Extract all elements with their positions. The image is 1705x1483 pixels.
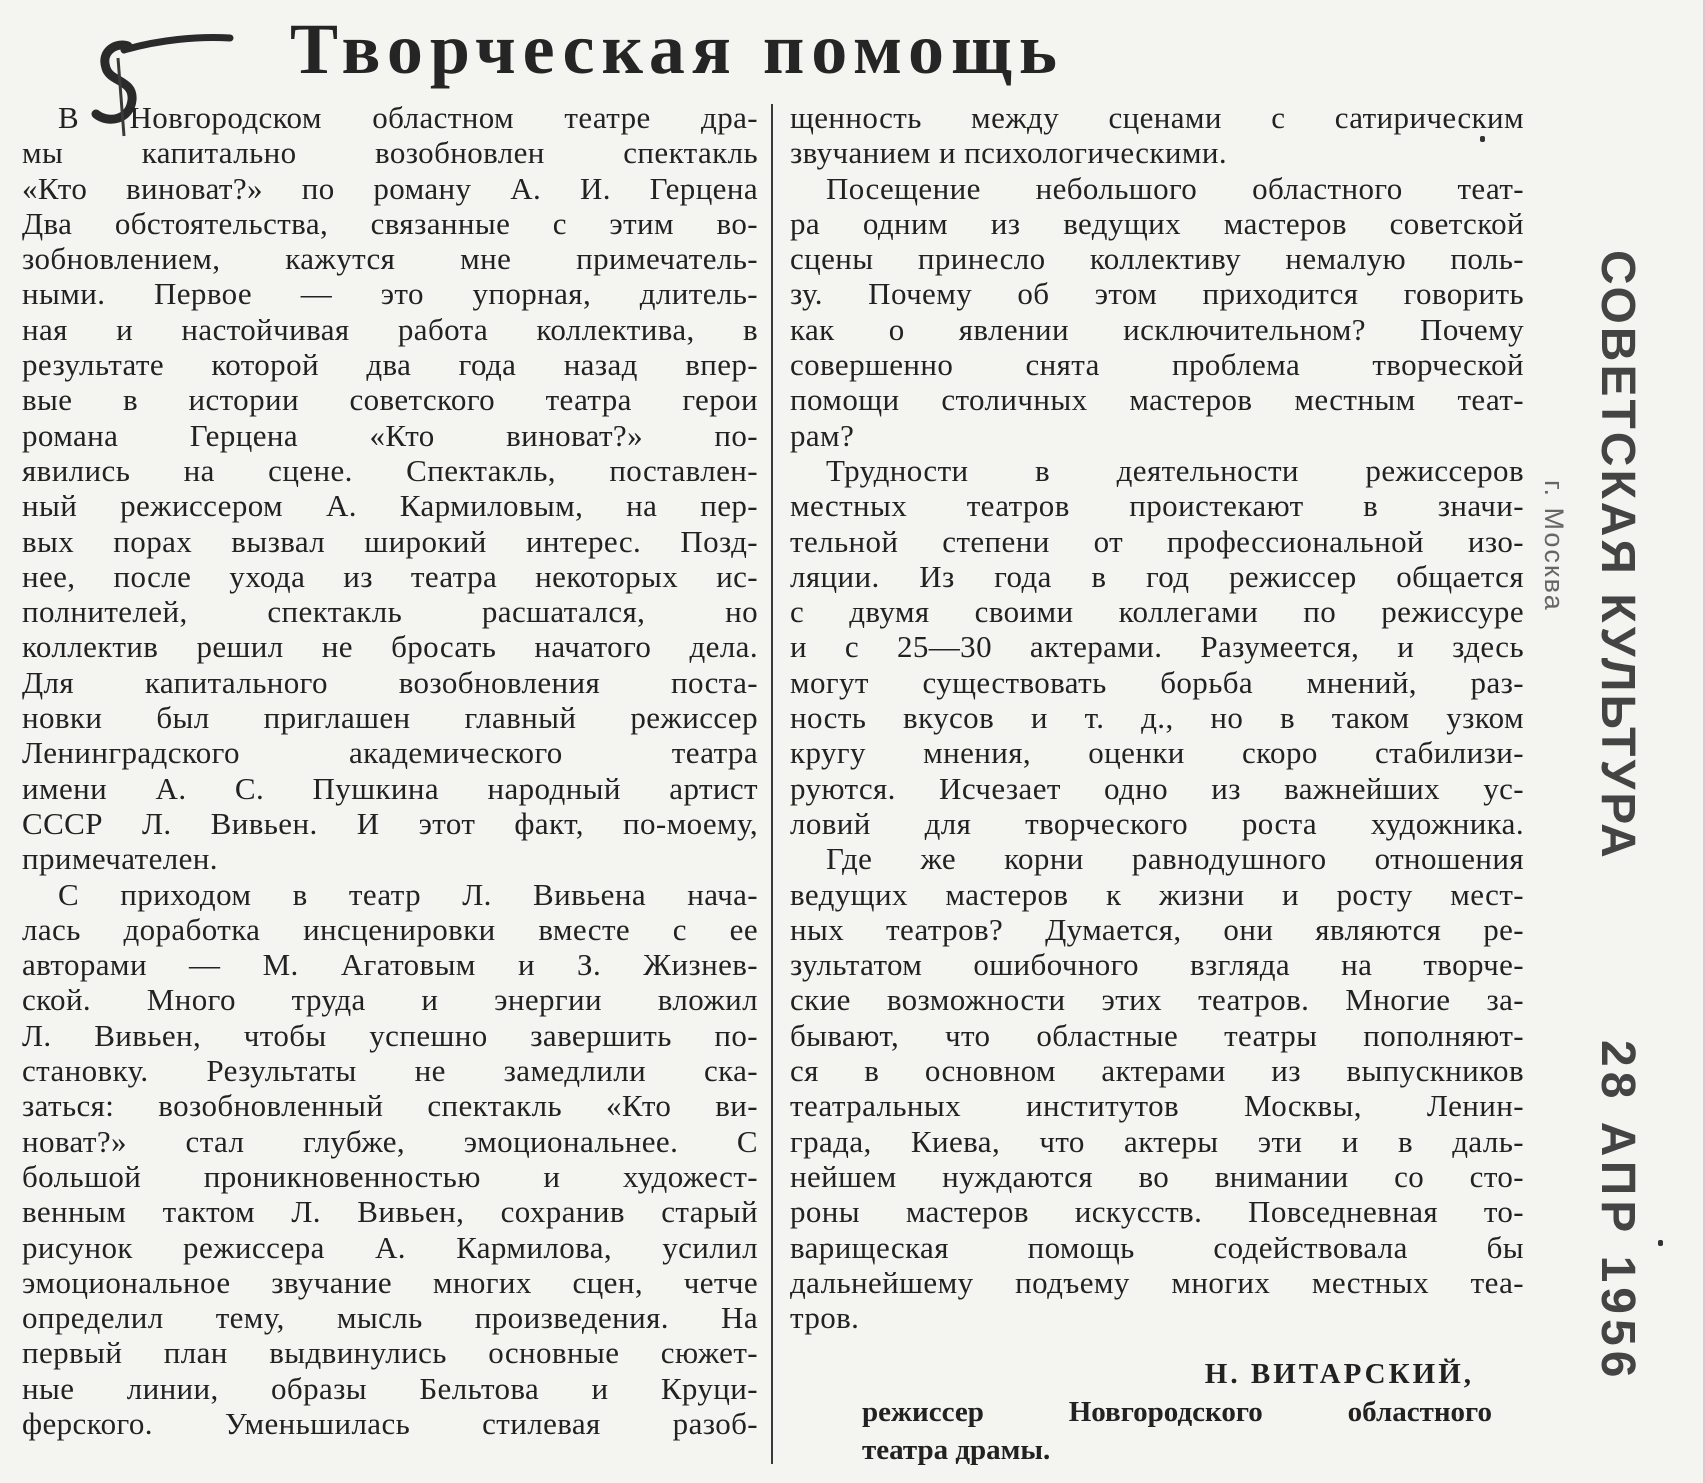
right-column-text-line: ловий для творческого роста художника.	[790, 805, 1524, 841]
right-column-text-line: ных театров? Думается, они являются ре-	[790, 911, 1524, 947]
author-role-line-1: режиссер Новгородского областного	[862, 1396, 1492, 1428]
left-column-text-line: Для капитального возобновления поста-	[22, 664, 758, 700]
left-column-text-line: зобновлением, кажутся мне примечатель-	[22, 241, 758, 277]
left-column-text-line: С приходом в театр Л. Вивьена нача-	[58, 876, 758, 912]
stamp-newspaper-name: СОВЕТСКАЯ КУЛЬТУРА	[1591, 250, 1644, 861]
left-column-text-line: ные линии, образы Бельтова и Круци-	[22, 1370, 758, 1406]
right-column-text-line: града, Киева, что актеры эти и в даль-	[790, 1123, 1524, 1159]
left-column-text-line: ской. Много труда и энергии вложил	[22, 982, 758, 1018]
right-column-text-line: дальнейшему подъему многих местных теа-	[790, 1264, 1524, 1300]
left-column-text-line: СССР Л. Вивьен. И этот факт, по-моему,	[22, 805, 758, 841]
article-signature	[862, 1355, 1492, 1469]
right-column-text-line: могут существовать борьба мнений, раз-	[790, 664, 1524, 700]
right-column-text-line: ские возможности этих театров. Многие за-	[790, 982, 1524, 1018]
right-column-text-line: зультатом ошибочного взгляда на творче-	[790, 947, 1524, 983]
right-column-text-line: бывают, что областные театры пополняют-	[790, 1017, 1524, 1053]
stamp-city: г. Москва	[1539, 480, 1569, 612]
right-column-text-line: театральных институтов Москвы, Ленин-	[790, 1088, 1524, 1124]
author-name: Н. ВИТАРСКИЙ,	[1204, 1358, 1474, 1390]
right-column-text-line: Трудности в деятельности режиссеров	[826, 452, 1524, 488]
right-column-text-line: кругу мнения, оценки скоро стабилизи-	[790, 735, 1524, 771]
right-column-text-line: и с 25—30 актерами. Разумеется, и здесь	[790, 629, 1524, 665]
left-column-text-line: ный режиссером А. Кармиловым, на пер-	[22, 488, 758, 524]
left-column-text-line: венным тактом Л. Вивьен, сохранив старый	[22, 1194, 758, 1230]
right-column-text-line: ведущих мастеров к жизни и росту мест-	[790, 876, 1524, 912]
right-column-text-line: с двумя своими коллегами по режиссуре	[790, 594, 1524, 630]
stamp-date: 28 АПР 1956	[1591, 1040, 1644, 1383]
left-column-text-line: нее, после ухода из театра некоторых ис-	[22, 558, 758, 594]
left-column-text-line: имени А. С. Пушкина народный артист	[22, 770, 758, 806]
right-column-text-line: сцены принесло коллективу немалую поль-	[790, 241, 1524, 277]
left-column-text-line: В Новгородском областном театре дра-	[58, 100, 758, 135]
right-column-text-line: руются. Исчезает одно из важнейших ус-	[790, 770, 1524, 806]
left-column-text-line: результате которой два года назад впер-	[22, 347, 758, 383]
article-column-left	[22, 100, 758, 1441]
right-column-text-line: зу. Почему об этом приходится говорить	[790, 276, 1524, 312]
right-column-text-line: как о явлении исключительном? Почему	[790, 311, 1524, 347]
left-column-text-line: рисунок режиссера А. Кармилова, усилил	[22, 1229, 758, 1265]
left-column-text-line: «Кто виноват?» по роману А. И. Герцена	[22, 170, 758, 206]
left-column-text-line: Два обстоятельства, связанные с этим во-	[22, 205, 758, 241]
right-column-text-line: варищеская помощь содействовала бы	[790, 1229, 1524, 1265]
article-headline: Творческая помощь	[290, 9, 1064, 89]
left-column-text-line: ферского. Уменьшилась стилевая разоб-	[22, 1405, 758, 1441]
left-column-text-line: первый план выдвинулись основные сюжет-	[22, 1335, 758, 1371]
column-divider	[771, 104, 773, 1464]
left-column-text-line: ная и настойчивая работа коллектива, в	[22, 311, 758, 347]
left-column-text-line: примечателен.	[22, 841, 218, 877]
speck-mark	[1480, 136, 1485, 142]
right-column-text-line: тельной степени от профессиональной изо-	[790, 523, 1524, 559]
right-column-text-line: ляции. Из года в год режиссер общается	[790, 558, 1524, 594]
left-column-text-line: эмоциональное звучание многих сцен, четче	[22, 1264, 758, 1300]
left-column-text-line: авторами — М. Агатовым и З. Жизнев-	[22, 947, 758, 983]
left-column-text-line: мы капитально возобновлен спектакль	[22, 135, 758, 171]
left-column-text-line: явились на сцене. Спектакль, поставлен-	[22, 452, 758, 488]
right-column-text-line: ра одним из ведущих мастеров советской	[790, 205, 1524, 241]
right-column-text-line: местных театров проистекают в значи-	[790, 488, 1524, 524]
left-column-text-line: Ленинградского академического театра	[22, 735, 758, 771]
left-column-text-line: ными. Первое — это упорная, длитель-	[22, 276, 758, 312]
right-column-text-line: звучанием и психологическими.	[790, 135, 1228, 171]
author-role-line-2: театра драмы.	[862, 1434, 1051, 1466]
left-column-text-line: Л. Вивьен, чтобы успешно завершить по-	[22, 1017, 758, 1053]
left-column-text-line: романа Герцена «Кто виноват?» по-	[22, 417, 758, 453]
right-column-text-line: нейшем нуждаются во внимании со сто-	[790, 1158, 1524, 1194]
right-column-text-line: помощи столичных мастеров местным теат-	[790, 382, 1524, 418]
left-column-text-line: коллектив решил не бросать начатого дела.	[22, 629, 758, 665]
left-column-text-line: вых порах вызвал широкий интерес. Позд-	[22, 523, 758, 559]
right-column-text-line: совершенно снята проблема творческой	[790, 347, 1524, 383]
left-column-text-line: полнителей, спектакль расшатался, но	[22, 594, 758, 630]
right-column-text-line: роны мастеров искусств. Повседневная то-	[790, 1194, 1524, 1230]
right-column-text-line: Где же корни равнодушного отношения	[826, 841, 1524, 877]
left-column-text-line: лась доработка инсценировки вместе с ее	[22, 911, 758, 947]
left-column-text-line: новки был приглашен главный режиссер	[22, 700, 758, 736]
left-column-text-line: вые в истории советского театра герои	[22, 382, 758, 418]
left-column-text-line: новат?» стал глубже, эмоциональнее. С	[22, 1123, 758, 1159]
article-column-right	[790, 100, 1524, 1335]
left-column-text-line: определил тему, мысль произведения. На	[22, 1300, 758, 1336]
left-column-text-line: заться: возобновленный спектакль «Кто ви-	[22, 1088, 758, 1124]
right-column-text-line: ся в основном актерами из выпускников	[790, 1053, 1524, 1089]
left-column-text-line: становку. Результаты не замедлили ска-	[22, 1053, 758, 1089]
left-column-text-line: большой проникновенностью и художест-	[22, 1158, 758, 1194]
right-column-text-line: тров.	[790, 1300, 860, 1336]
right-column-text-line: щенность между сценами с сатирическим	[790, 100, 1524, 135]
archive-stamp	[1538, 250, 1668, 1383]
right-column-text-line: рам?	[790, 417, 855, 453]
right-column-text-line: ность вкусов и т. д., но в таком узком	[790, 700, 1524, 736]
right-column-text-line: Посещение небольшого областного теат-	[826, 170, 1524, 206]
speck-mark	[1658, 1240, 1663, 1246]
